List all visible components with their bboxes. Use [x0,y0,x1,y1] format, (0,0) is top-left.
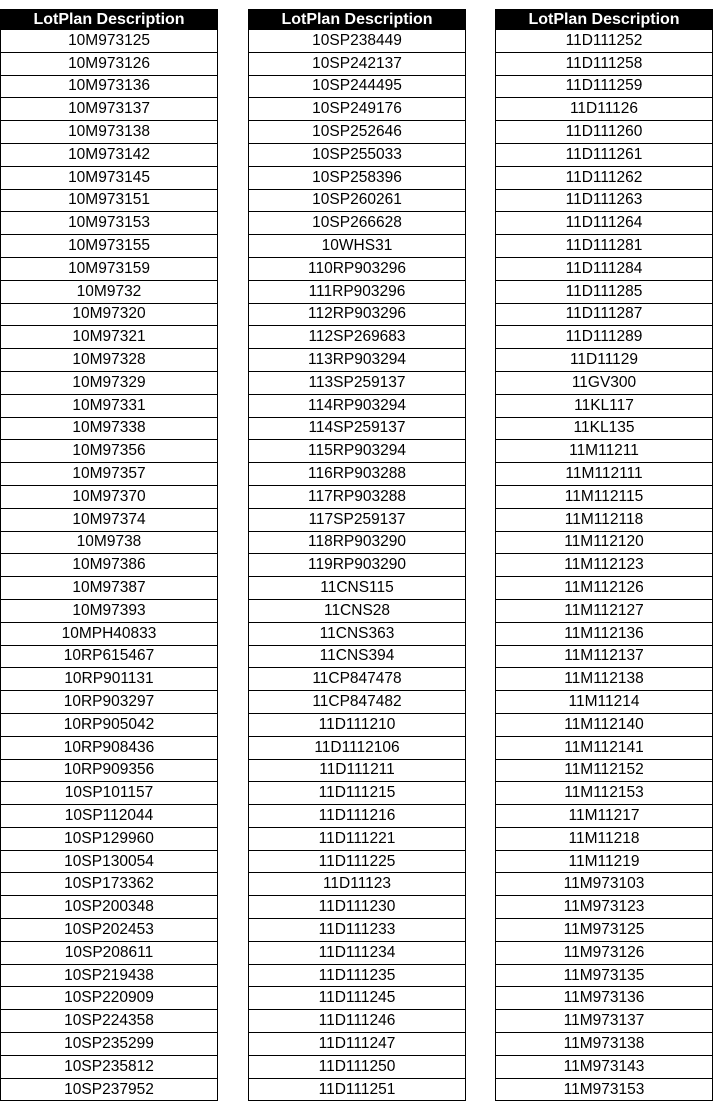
table-row [1,964,218,987]
lotplan-cell: 11M112118 [496,508,713,531]
table-row [249,668,466,691]
lotplan-cell: 11M973136 [496,987,713,1010]
lotplan-cell: 10SP219438 [1,964,218,987]
table-row [496,440,713,463]
table-row [1,599,218,622]
table-row [496,257,713,280]
lotplan-cell: 113SP259137 [249,371,466,394]
lotplan-cell: 11M112138 [496,668,713,691]
lotplan-cell: 10M97387 [1,577,218,600]
lotplan-cell: 11D111221 [249,827,466,850]
table-row [496,941,713,964]
table-row [249,440,466,463]
table-row [249,805,466,828]
table-row [249,326,466,349]
table-row [496,1010,713,1033]
lotplan-cell: 11M112120 [496,531,713,554]
table-row [249,782,466,805]
lotplan-cell: 11M112137 [496,645,713,668]
table-row [249,166,466,189]
table-row [1,622,218,645]
lotplan-cell: 11D11126 [496,98,713,121]
table-row [496,759,713,782]
lotplan-cell: 10M97393 [1,599,218,622]
lotplan-cell: 10M973125 [1,30,218,53]
lotplan-cell: 10RP905042 [1,713,218,736]
table-row [1,873,218,896]
table-row [1,485,218,508]
lotplan-cell: 11M973153 [496,1078,713,1101]
table-row [1,1010,218,1033]
lotplan-cell: 111RP903296 [249,280,466,303]
lotplan-cell: 114SP259137 [249,417,466,440]
lotplan-cell: 11D111259 [496,75,713,98]
lotplan-cell: 11D111210 [249,713,466,736]
table-row [1,463,218,486]
table-row [1,782,218,805]
table-row [496,303,713,326]
lotplan-cell: 10M97357 [1,463,218,486]
lotplan-cell: 10M973136 [1,75,218,98]
lotplan-cell: 10SP200348 [1,896,218,919]
table-row [1,143,218,166]
lotplan-cell: 11CNS28 [249,599,466,622]
table-row [496,599,713,622]
table-row [1,1033,218,1056]
table-row [1,827,218,850]
lotplan-cell: 10M973126 [1,52,218,75]
table-row [496,622,713,645]
table-row [249,371,466,394]
lotplan-cell: 10SP235299 [1,1033,218,1056]
table-row [249,75,466,98]
table-row [496,280,713,303]
table-row [1,235,218,258]
lotplan-cell: 11D111281 [496,235,713,258]
table-row [1,280,218,303]
lotplan-cell: 116RP903288 [249,463,466,486]
lotplan-cell: 10M97338 [1,417,218,440]
table-row [249,759,466,782]
lotplan-cell: 11M112115 [496,485,713,508]
table-row [1,554,218,577]
table-row [1,326,218,349]
table-row [1,257,218,280]
table-row [1,668,218,691]
table-row [1,1078,218,1101]
table-row [1,736,218,759]
table-row [249,827,466,850]
lotplan-cell: 11M973126 [496,941,713,964]
lotplan-cell: 11D111252 [496,30,713,53]
lotplan-cell: 10M97328 [1,349,218,372]
lotplan-cell: 11D111261 [496,143,713,166]
lotplan-cell: 10SP220909 [1,987,218,1010]
table-row [249,896,466,919]
lotplan-cell: 11D11129 [496,349,713,372]
table-row [1,394,218,417]
table-body [496,30,713,1101]
table-row [1,919,218,942]
table-row [1,987,218,1010]
table-row [1,371,218,394]
lotplan-cell: 10SP266628 [249,212,466,235]
table-row [249,303,466,326]
table-row [496,121,713,144]
table-row [496,645,713,668]
table-row [496,349,713,372]
table-row [249,964,466,987]
table-row [496,143,713,166]
table-row [249,987,466,1010]
table-row [1,508,218,531]
table-row [249,599,466,622]
lotplan-cell: 10SP224358 [1,1010,218,1033]
table-row [249,919,466,942]
table-row [1,941,218,964]
table-row [496,531,713,554]
lotplan-cell: 10SP260261 [249,189,466,212]
table-row [496,919,713,942]
table-row [249,508,466,531]
lotplan-cell: 10M97321 [1,326,218,349]
table-row [496,235,713,258]
lotplan-cell: 10M973142 [1,143,218,166]
lotplan-cell: 11M112136 [496,622,713,645]
lotplan-cell: 10M973137 [1,98,218,121]
table-row [496,463,713,486]
column-header: LotPlan Description [496,10,713,30]
lotplan-cell: 11D111235 [249,964,466,987]
lotplan-cell: 11M973125 [496,919,713,942]
lotplan-cell: 11D111233 [249,919,466,942]
table-row [249,189,466,212]
table-row [1,577,218,600]
table-row [496,987,713,1010]
lotplan-cell: 11D111215 [249,782,466,805]
lotplan-cell: 10SP244495 [249,75,466,98]
lotplan-cell: 11M112127 [496,599,713,622]
lotplan-cell: 11M112140 [496,713,713,736]
lotplan-cell: 10SP237952 [1,1078,218,1101]
table-row [249,98,466,121]
table-row [496,212,713,235]
table-row [496,326,713,349]
lotplan-cell: 10SP255033 [249,143,466,166]
lotplan-cell: 11M11211 [496,440,713,463]
lotplan-cell: 11CNS363 [249,622,466,645]
lotplan-cell: 10M973155 [1,235,218,258]
lotplan-cell: 11D111264 [496,212,713,235]
lotplan-cell: 10MPH40833 [1,622,218,645]
table-row [249,143,466,166]
lotplan-cell: 10SP235812 [1,1055,218,1078]
table-row [496,850,713,873]
lotplan-cell: 11KL117 [496,394,713,417]
lotplan-cell: 11KL135 [496,417,713,440]
lotplan-cell: 10SP252646 [249,121,466,144]
lotplan-cell: 10M973145 [1,166,218,189]
table-row [249,1033,466,1056]
table-row [496,98,713,121]
table-row [249,622,466,645]
lotplan-cell: 10M97320 [1,303,218,326]
lotplan-cell: 10RP909356 [1,759,218,782]
table-row [496,554,713,577]
table-row [249,1055,466,1078]
lotplan-cell: 11M973123 [496,896,713,919]
table-row [496,964,713,987]
table-row [496,485,713,508]
table-row [1,1055,218,1078]
table-row [496,189,713,212]
lotplan-cell: 11D1112106 [249,736,466,759]
lotplan-cell: 11M973103 [496,873,713,896]
table-row [1,75,218,98]
lotplan-cell: 11D111234 [249,941,466,964]
lotplan-cell: 10SP130054 [1,850,218,873]
lotplan-cell: 11CP847478 [249,668,466,691]
table-row [249,52,466,75]
table-row [496,782,713,805]
table-row [1,417,218,440]
table-row [1,121,218,144]
table-row [249,235,466,258]
table-row [249,736,466,759]
table-row [496,873,713,896]
lotplan-cell: 10SP202453 [1,919,218,942]
table-row [249,713,466,736]
lotplan-cell: 117RP903288 [249,485,466,508]
table-row [249,121,466,144]
lotplan-cell: 10SP173362 [1,873,218,896]
table-row [1,212,218,235]
lotplan-cell: 11D111251 [249,1078,466,1101]
lotplan-cell: 11D111245 [249,987,466,1010]
table-row [249,212,466,235]
lotplan-cell: 11M112123 [496,554,713,577]
lotplan-cell: 11D111285 [496,280,713,303]
lotplan-cell: 112RP903296 [249,303,466,326]
lotplan-cell: 10RP903297 [1,691,218,714]
table-row [1,531,218,554]
table-body [1,30,218,1101]
table-row [496,668,713,691]
table-row [496,52,713,75]
lotplan-cell: 11D111247 [249,1033,466,1056]
table-row [1,189,218,212]
lotplan-cell: 10M97374 [1,508,218,531]
lotplan-cell: 118RP903290 [249,531,466,554]
table-row [1,30,218,53]
table-row [1,440,218,463]
lotplan-cell: 11CNS115 [249,577,466,600]
lotplan-cell: 11M11214 [496,691,713,714]
lotplan-cell: 11D111262 [496,166,713,189]
table-row [249,1078,466,1101]
table-row [1,52,218,75]
table-row [496,827,713,850]
lotplan-cell: 11M112141 [496,736,713,759]
lotplan-table-2 [248,9,466,1101]
lotplan-cell: 11D111250 [249,1055,466,1078]
lotplan-cell: 11M973135 [496,964,713,987]
lotplan-cell: 10M97331 [1,394,218,417]
table-row [249,577,466,600]
table-row [249,30,466,53]
table-row [249,394,466,417]
lotplan-cell: 11M112126 [496,577,713,600]
lotplan-cell: 10M973153 [1,212,218,235]
table-row [496,1078,713,1101]
table-row [496,417,713,440]
table-row [249,873,466,896]
lotplan-cell: 113RP903294 [249,349,466,372]
table-row [1,759,218,782]
table-row [249,417,466,440]
lotplan-cell: 10SP242137 [249,52,466,75]
table-row [1,691,218,714]
lotplan-cell: 11M112111 [496,463,713,486]
lotplan-cell: 11M112152 [496,759,713,782]
lotplan-cell: 11M973137 [496,1010,713,1033]
lotplan-cell: 112SP269683 [249,326,466,349]
lotplan-cell: 10SP101157 [1,782,218,805]
lotplan-cell: 10M97329 [1,371,218,394]
lotplan-cell: 11D111260 [496,121,713,144]
lotplan-cell: 10SP112044 [1,805,218,828]
lotplan-cell: 11CP847482 [249,691,466,714]
lotplan-cell: 10M9738 [1,531,218,554]
lotplan-cell: 11D111289 [496,326,713,349]
lotplan-cell: 10SP208611 [1,941,218,964]
table-row [249,645,466,668]
table-row [1,713,218,736]
lotplan-cell: 11D111258 [496,52,713,75]
lotplan-cell: 11D111211 [249,759,466,782]
table-row [1,166,218,189]
table-row [496,166,713,189]
lotplan-table-1 [0,9,218,1101]
lotplan-cell: 11M973138 [496,1033,713,1056]
lotplan-cell: 11D111284 [496,257,713,280]
lotplan-cell: 10M973138 [1,121,218,144]
lotplan-cell: 10M973159 [1,257,218,280]
table-row [496,508,713,531]
table-row [249,485,466,508]
table-row [1,645,218,668]
table-row [496,713,713,736]
lotplan-cell: 10M97386 [1,554,218,577]
lotplan-cell: 117SP259137 [249,508,466,531]
lotplan-cell: 10SP249176 [249,98,466,121]
table-row [249,1010,466,1033]
lotplan-cell: 11M11217 [496,805,713,828]
lotplan-cell: 11D11123 [249,873,466,896]
lotplan-cell: 11M112153 [496,782,713,805]
lotplan-cell: 10SP129960 [1,827,218,850]
lotplan-cell: 115RP903294 [249,440,466,463]
table-row [496,371,713,394]
table-row [496,691,713,714]
table-body [249,30,466,1101]
lotplan-cell: 11CNS394 [249,645,466,668]
table-row [249,349,466,372]
lotplan-cell: 10RP908436 [1,736,218,759]
table-row [496,577,713,600]
table-row [496,394,713,417]
lotplan-cell: 10M97370 [1,485,218,508]
lotplan-cell: 11D111216 [249,805,466,828]
table-row [496,75,713,98]
lotplan-cell: 11GV300 [496,371,713,394]
table-row [249,850,466,873]
lotplan-cell: 10SP258396 [249,166,466,189]
lotplan-cell: 10RP615467 [1,645,218,668]
table-row [496,896,713,919]
column-header: LotPlan Description [1,10,218,30]
table-row [496,1033,713,1056]
table-row [249,280,466,303]
table-row [249,941,466,964]
table-row [249,257,466,280]
table-row [1,98,218,121]
lotplan-cell: 10M97356 [1,440,218,463]
table-row [1,349,218,372]
table-row [249,691,466,714]
lotplan-cell: 10M973151 [1,189,218,212]
table-row [496,1055,713,1078]
lotplan-cell: 11D111230 [249,896,466,919]
table-row [1,896,218,919]
lotplan-cell: 11D111225 [249,850,466,873]
lotplan-cell: 11D111263 [496,189,713,212]
table-row [1,850,218,873]
table-row [1,805,218,828]
column-header: LotPlan Description [249,10,466,30]
lotplan-cell: 10RP901131 [1,668,218,691]
lotplan-cell: 11M11218 [496,827,713,850]
lotplan-cell: 110RP903296 [249,257,466,280]
lotplan-cell: 11M973143 [496,1055,713,1078]
lotplan-cell: 10SP238449 [249,30,466,53]
table-row [496,30,713,53]
table-row [249,554,466,577]
lotplan-cell: 119RP903290 [249,554,466,577]
lotplan-cell: 10M9732 [1,280,218,303]
table-row [496,805,713,828]
table-row [249,463,466,486]
lotplan-cell: 114RP903294 [249,394,466,417]
table-row [249,531,466,554]
lotplan-table-3 [495,9,713,1101]
table-row [496,736,713,759]
table-row [1,303,218,326]
lotplan-cell: 10WHS31 [249,235,466,258]
lotplan-cell: 11D111287 [496,303,713,326]
lotplan-cell: 11D111246 [249,1010,466,1033]
lotplan-cell: 11M11219 [496,850,713,873]
